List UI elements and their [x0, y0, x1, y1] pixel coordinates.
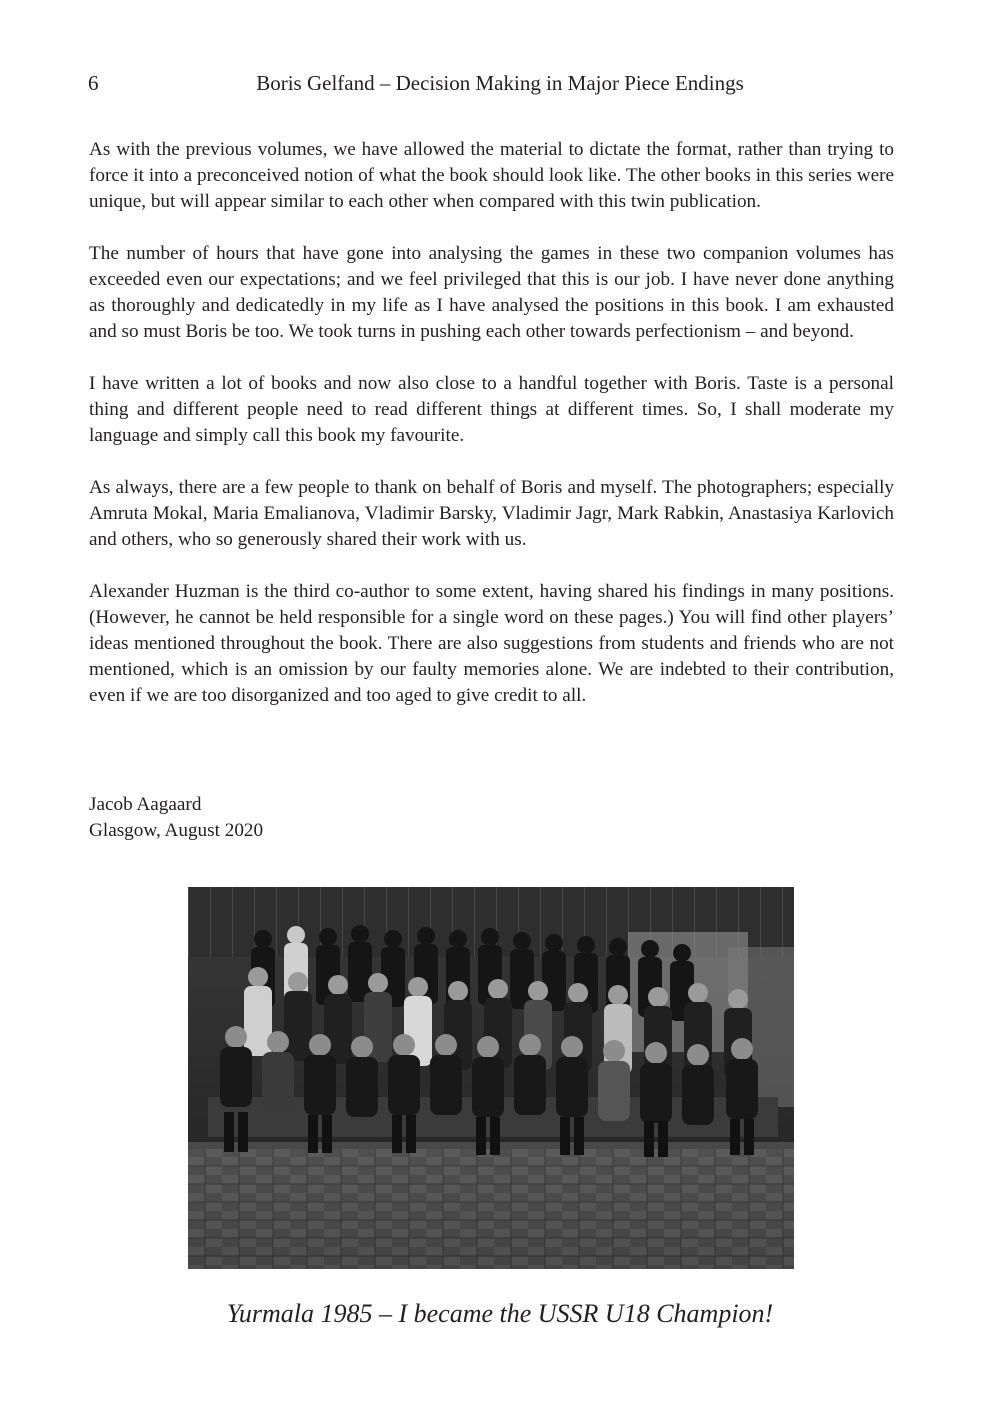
paragraph: I have written a lot of books and now also close to a handful together with Boris. Taste is a personal thing and different people need to read different things at different times. So, I shall moderate my language and simply call this book my favourite.	[89, 373, 894, 446]
group-photo-illustration	[188, 887, 794, 1269]
running-head: Boris Gelfand – Decision Making in Major Piece Endings	[256, 71, 744, 95]
signature	[89, 792, 263, 844]
photo-caption: Yurmala 1985 – I became the USSR U18 Champion!	[226, 1299, 774, 1328]
paragraph: The number of hours that have gone into analysing the games in these two companion volumes has exceeded even our expectations; and we feel privileged that this is our job. I have never done anything as thoroughly and dedicatedly in my life as I have analysed the positions in this book. I am exhausted and so must Boris be too. We took turns in pushing each other towards perfectionism – and beyond.	[89, 243, 894, 342]
paragraph: As with the previous volumes, we have allowed the material to dictate the format, rather than trying to force it into a preconceived notion of what the book should look like. The other books in this series were unique, but will appear similar to each other when compared with this twin publication.	[89, 139, 894, 212]
signature-place-date: Glasgow, August 2020	[89, 820, 264, 841]
signature-name: Jacob Aagaard	[89, 794, 202, 815]
paragraph: As always, there are a few people to thank on behalf of Boris and myself. The photographers; especially Amruta Mokal, Maria Emalianova, Vladimir Barsky, Vladimir Jagr, Mark Rabkin, Anastasiya Karlovich and others, who so generously shared their work with us.	[89, 477, 894, 550]
page-number: 6	[88, 71, 99, 95]
body-text	[89, 137, 894, 735]
paragraph: Alexander Huzman is the third co-author to some extent, having shared his findings in many positions. (However, he cannot be held responsible for a single word on these pages.) You will find other players’ ideas mentioned throughout the book. There are also suggestions from students and friends who are not mentioned, which is an omission by our faulty memories alone. We are indebted to their contribution, even if we are too disorganized and too aged to give credit to all.	[89, 581, 894, 706]
group-photo	[188, 887, 794, 1269]
